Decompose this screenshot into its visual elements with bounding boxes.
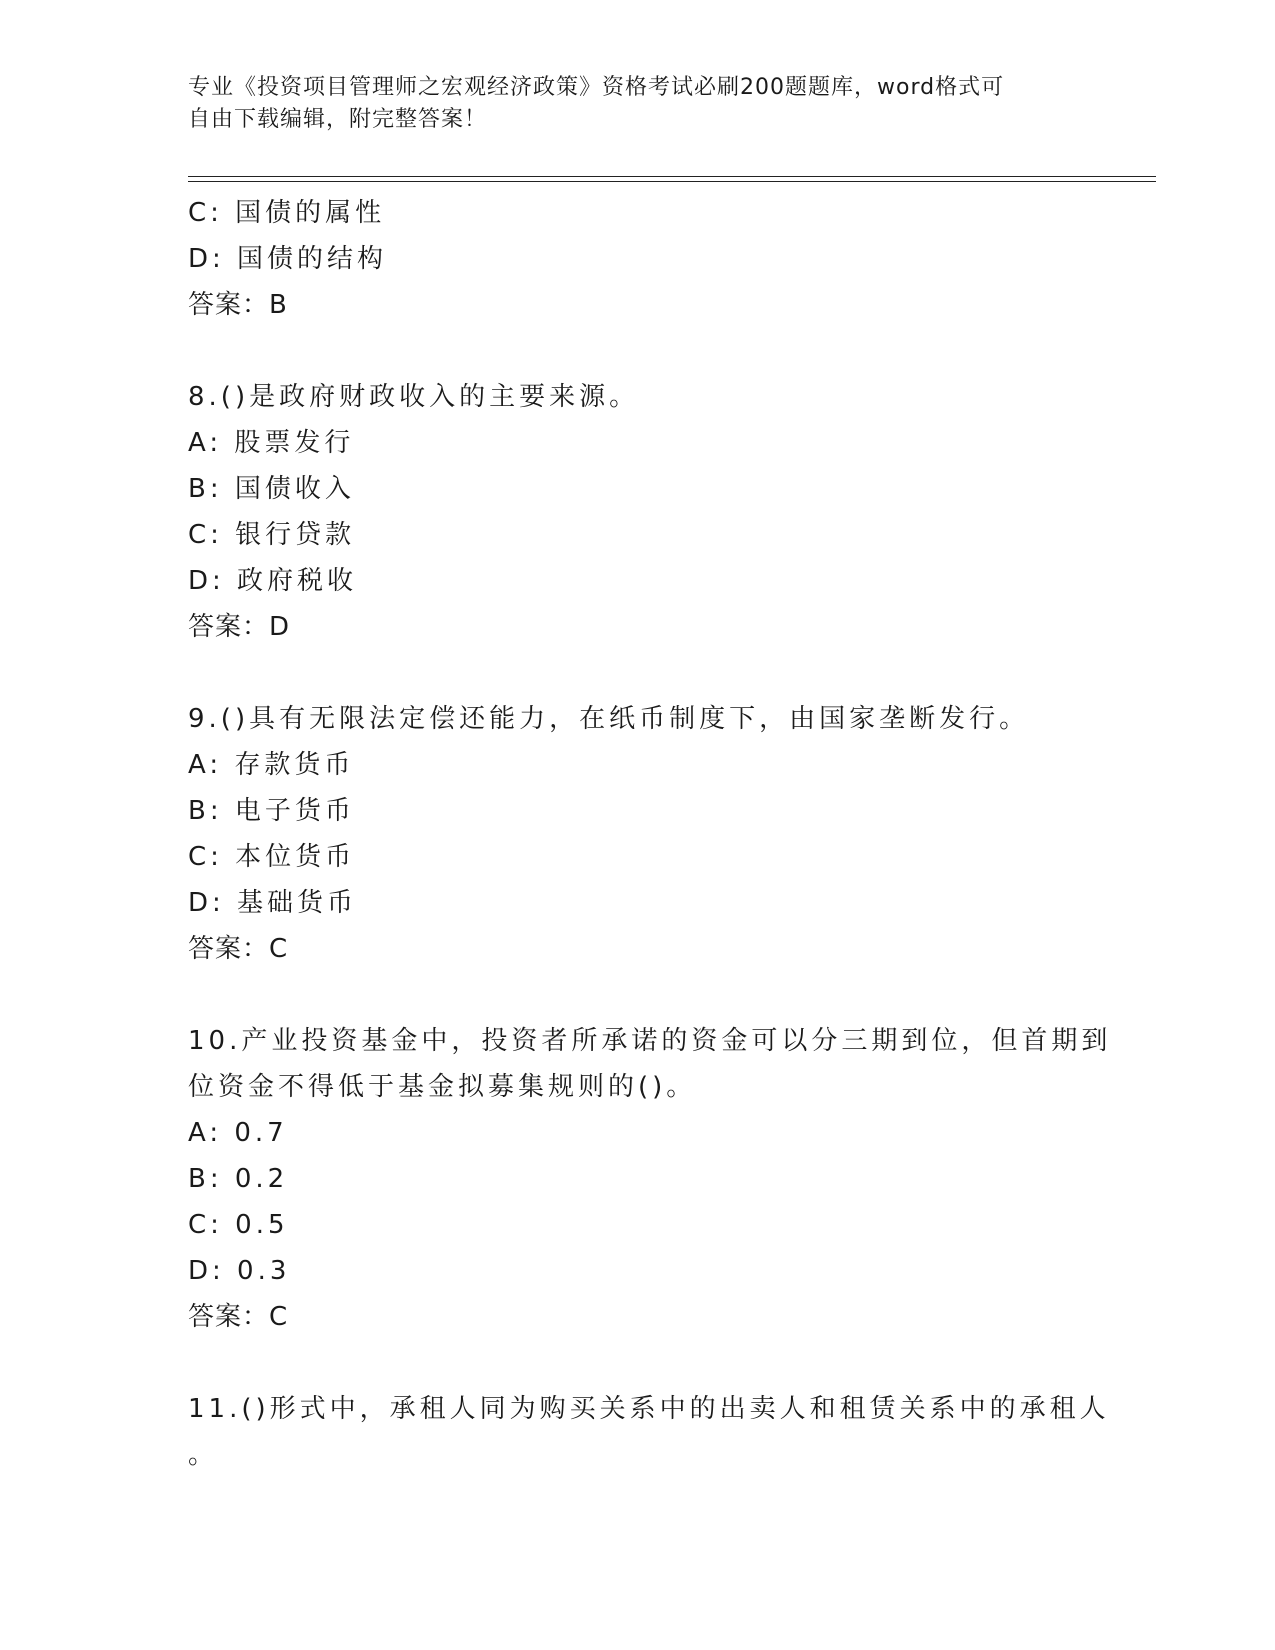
option-c: C: 国债的属性 [188,198,386,228]
header-rule-top [188,176,1156,177]
question-list [188,190,1112,1478]
question-stem: 9.()具有无限法定偿还能力，在纸币制度下，由国家垄断发行。 [188,704,1030,734]
option-a: A: 0.7 [188,1118,288,1148]
question-stem: 8.()是政府财政收入的主要来源。 [188,382,640,412]
document-header [188,72,1088,136]
option-d: D: 国债的结构 [188,244,388,274]
question-stem-line-1: 10.产业投资基金中，投资者所承诺的资金可以分三期到位，但首期到 [188,1026,1112,1056]
answer-line: 答案：B [188,290,288,320]
option-a: A: 存款货币 [188,750,355,780]
option-c: C: 银行贷款 [188,520,356,550]
option-c: C: 本位货币 [188,842,356,872]
header-line-1: 专业《投资项目管理师之宏观经济政策》资格考试必刷200题题库，word格式可 [188,75,1005,100]
question-stem-line-1: 11.()形式中，承租人同为购买关系中的出卖人和租赁关系中的承租人 [188,1394,1110,1424]
answer-line: 答案：C [188,1302,289,1332]
question-stem-line-2: 位资金不得低于基金拟募集规则的()。 [188,1072,697,1102]
option-a: A: 股票发行 [188,428,355,458]
option-c: C: 0.5 [188,1210,289,1240]
option-d: D: 0.3 [188,1256,291,1286]
option-d: D: 政府税收 [188,566,358,596]
header-line-2: 自由下载编辑，附完整答案！ [188,107,488,132]
question-stem-line-2: 。 [188,1440,219,1470]
header-rule-bottom [188,181,1156,182]
answer-line: 答案：C [188,934,289,964]
option-b: B: 电子货币 [188,796,355,826]
option-b: B: 国债收入 [188,474,355,504]
answer-line: 答案：D [188,612,291,642]
option-b: B: 0.2 [188,1164,289,1194]
option-d: D: 基础货币 [188,888,358,918]
